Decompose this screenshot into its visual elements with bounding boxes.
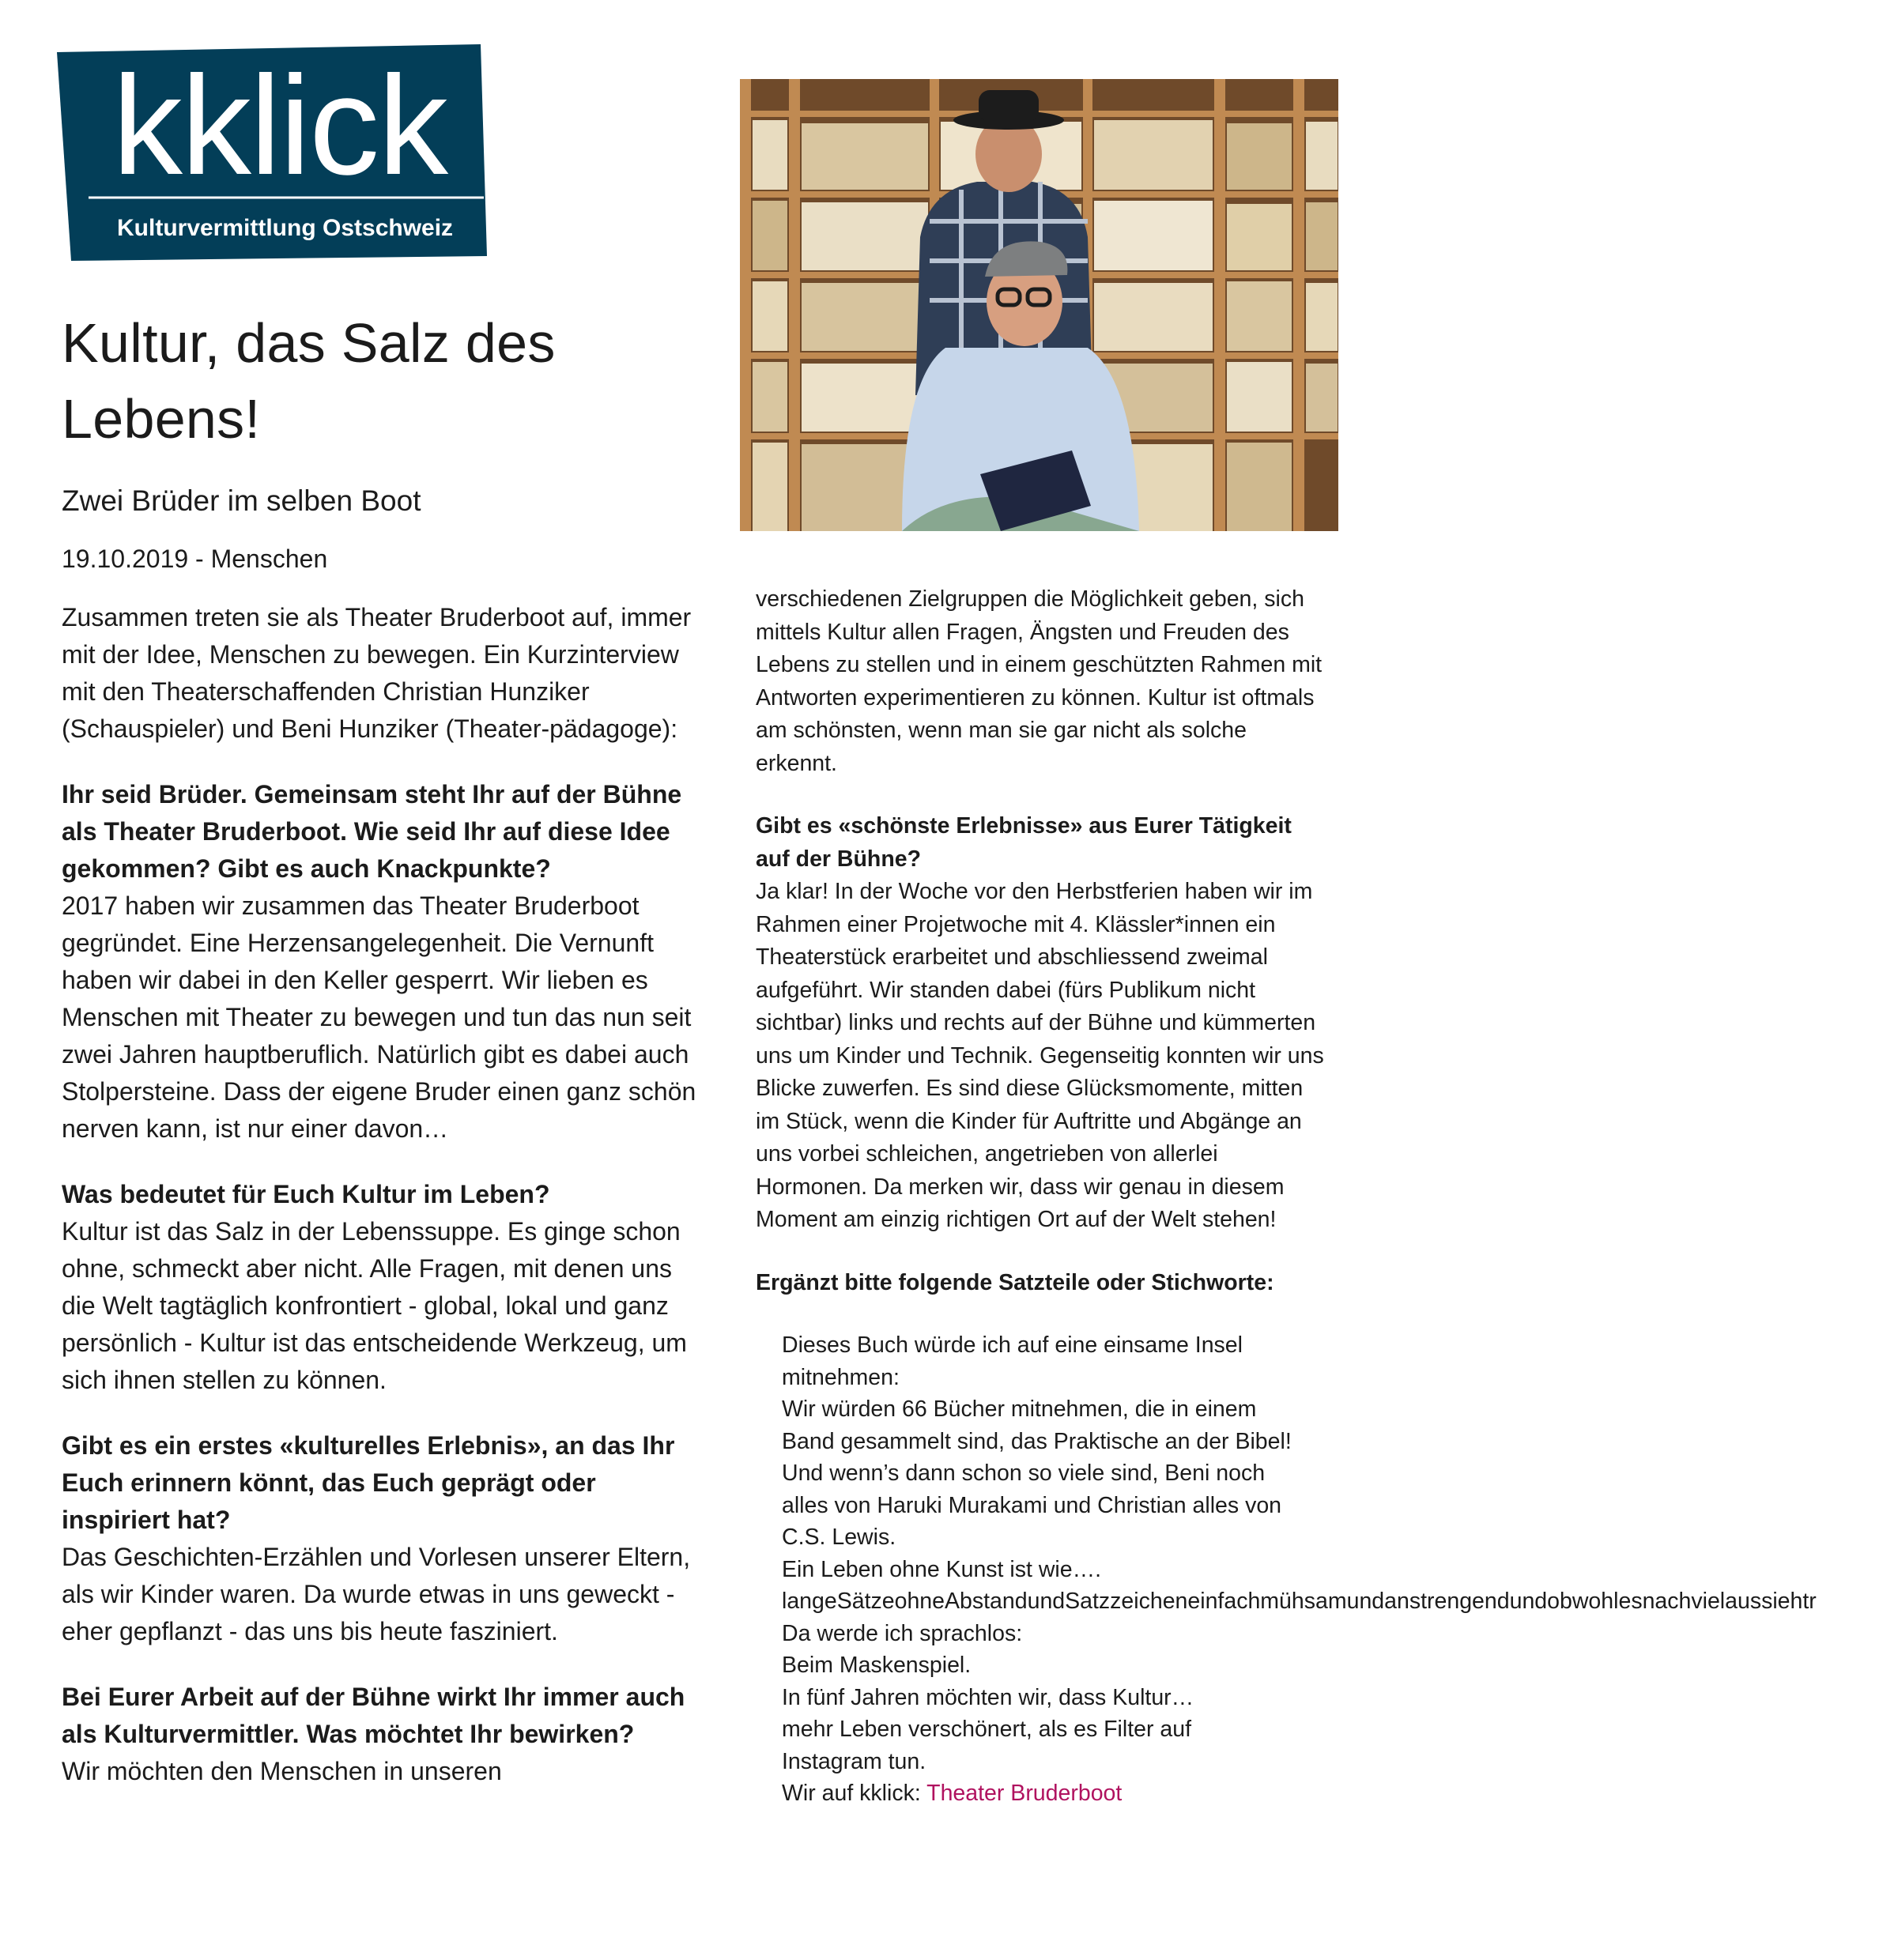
article-title: Kultur, das Salz des Lebens!	[62, 312, 556, 450]
question: Bei Eurer Arbeit auf der Bühne wirkt Ihr immer auch als Kulturvermittler. Was möchtet Ihr bewirken?	[62, 1683, 685, 1748]
completion-line	[782, 1777, 1898, 1810]
completion-line: Band gesammelt sind, das Praktische an der Bibel!	[782, 1428, 1292, 1454]
question: Ergänzt bitte folgende Satzteile oder Stichworte:	[756, 1269, 1274, 1295]
answer-continuation: verschiedenen Zielgruppen die Möglichkeit geben, sich mittels Kultur allen Fragen, Ängsten und Freuden des Lebens zu stellen und in einem geschützten Rahmen mit Antworten experimentieren zu können. Kultur ist oftmals am schönsten, wenn man sie gar nicht als solche erkennt.	[756, 586, 1323, 776]
answer: Ja klar! In der Woche vor den Herbstferien haben wir im Rahmen einer Projetwoche mit 4. Klässler*innen ein Theaterstück erarbeitet und abschliessend zweimal aufgeführt. Wir standen dabei (fürs Publikum nicht sichtbar) links und rechts auf der Bühne und kümmerten uns um Kinder und Technik. Gegenseitig konnten wir uns Blicke zuwerfen. Es sind diese Glücksmomente, mitten im Stück, wenn die Kinder für Auftritte und Abgänge an uns vorbei schleichen, angetrieben von allerlei Hormonen. Da merken wir, dass wir genau in diesem Moment am einzig richtigen Ort auf der Welt stehen!	[756, 879, 1324, 1232]
completion-line: Und wenn’s dann schon so viele sind, Beni noch	[782, 1461, 1266, 1486]
question: Was bedeutet für Euch Kultur im Leben?	[62, 1180, 550, 1208]
completion-line: In fünf Jahren möchten wir, dass Kultur…	[782, 1684, 1194, 1710]
theater-bruderboot-link[interactable]: Theater Bruderboot	[926, 1781, 1123, 1806]
qa-block	[62, 1679, 706, 1790]
logo-wordmark: kklick	[112, 47, 447, 204]
qa-block	[62, 776, 706, 1148]
article-photo	[740, 79, 1338, 531]
qa-block	[756, 1267, 1325, 1300]
completion-line: alles von Haruki Murakami und Christian alles von	[782, 1492, 1282, 1518]
completion-line: C.S. Lewis.	[782, 1525, 896, 1550]
completion-line: Instagram tun.	[782, 1748, 926, 1774]
question: Ihr seid Brüder. Gemeinsam steht Ihr auf der Bühne als Theater Bruderboot. Wie seid Ihr auf diese Idee gekommen? Gibt es auch Knackpunkte?	[62, 780, 682, 883]
article-subtitle: Zwei Brüder im selben Boot	[62, 484, 421, 517]
question: Gibt es «schönste Erlebnisse» aus Eurer Tätigkeit auf der Bühne?	[756, 813, 1292, 872]
photo-illustration	[740, 79, 1338, 531]
qa-block	[756, 810, 1325, 1237]
article-meta: 19.10.2019 - Menschen	[62, 545, 328, 573]
completion-line: Dieses Buch würde ich auf eine einsame Insel	[782, 1332, 1243, 1358]
completion-line: mitnehmen:	[782, 1364, 900, 1390]
logo-tagline: Kulturvermittlung Ostschweiz	[117, 215, 454, 241]
completion-prefix: Wir auf kklick:	[782, 1781, 927, 1806]
completion-line: Wir würden 66 Bücher mitnehmen, die in einem	[782, 1396, 1257, 1422]
completion-line: langeSätzeohneAbstandundSatzzeicheneinfachmühsamundanstrengendundobwohlesnachvielaussiehtr	[782, 1589, 1817, 1614]
qa-block	[62, 1427, 706, 1650]
qa-block	[62, 1176, 706, 1399]
article-right-column	[756, 583, 1817, 1810]
completion-line: mehr Leben verschönert, als es Filter auf	[782, 1717, 1191, 1742]
completion-line: Beim Maskenspiel.	[782, 1653, 972, 1678]
article-left-column	[62, 305, 706, 1790]
site-logo[interactable]	[57, 41, 531, 262]
completion-line: Da werde ich sprachlos:	[782, 1620, 1023, 1646]
question: Gibt es ein erstes «kulturelles Erlebnis», an das Ihr Euch erinnern könnt, das Euch geprägt oder inspiriert hat?	[62, 1431, 675, 1534]
completion-line: Ein Leben ohne Kunst ist wie….	[782, 1556, 1101, 1582]
answer: 2017 haben wir zusammen das Theater Bruderboot gegründet. Eine Herzensangelegenheit. Die Vernunft haben wir dabei in den Keller gesperrt. Wir lieben es Menschen mit Theater zu bewegen und tun das nun seit zwei Jahren hauptberuflich. Natürlich gibt es dabei auch Stolpersteine. Dass der eigene Bruder einen ganz schön nerven kann, ist nur einer davon…	[62, 891, 696, 1143]
completion-list	[782, 1329, 1898, 1810]
answer: Wir möchten den Menschen in unseren	[62, 1757, 502, 1785]
article-intro: Zusammen treten sie als Theater Bruderboot auf, immer mit der Idee, Menschen zu bewegen. Ein Kurzinterview mit den Theaterschaffenden Christian Hunziker (Schauspieler) und Beni Hunziker (Theater-pädagoge):	[62, 603, 692, 743]
answer: Kultur ist das Salz in der Lebenssuppe. Es ginge schon ohne, schmeckt aber nicht. Alle Fragen, mit denen uns die Welt tagtäglich konfrontiert - global, lokal und ganz persönlich - Kultur ist das entscheidende Werkzeug, um sich ihnen stellen zu können.	[62, 1217, 687, 1394]
answer: Das Geschichten-Erzählen und Vorlesen unserer Eltern, als wir Kinder waren. Da wurde etwas in uns geweckt - eher gepflanzt - das uns bis heute fasziniert.	[62, 1543, 691, 1645]
